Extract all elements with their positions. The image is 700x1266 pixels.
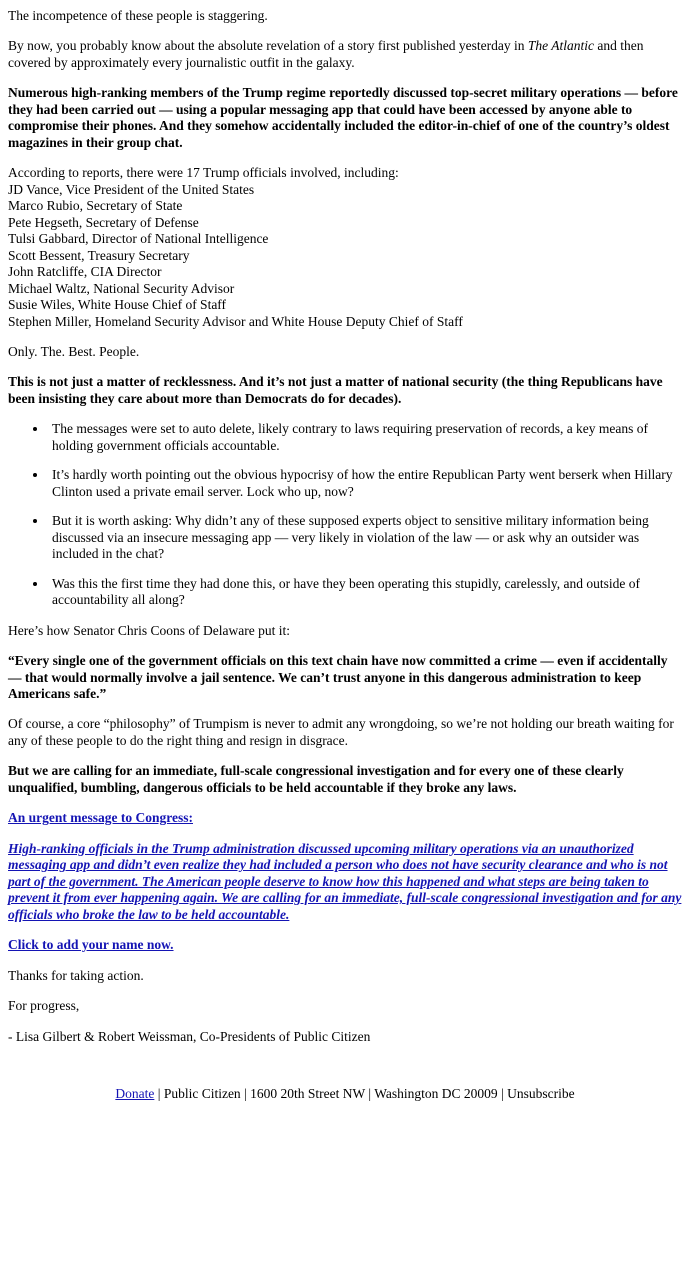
signature-line: - Lisa Gilbert & Robert Weissman, Co-Presidents of Public Citizen xyxy=(8,1028,371,1044)
official-list-item: Tulsi Gabbard, Director of National Intelligence xyxy=(8,231,269,247)
argument-bullet-list xyxy=(8,421,682,608)
footer-separator: | xyxy=(365,1086,375,1102)
intro-paragraph-pre: By now, you probably know about the absolute revelation of a story first published yesterday in xyxy=(8,38,528,54)
email-footer xyxy=(8,1086,682,1102)
footer-separator: | xyxy=(497,1086,508,1102)
thanks-line: Thanks for taking action. xyxy=(8,967,144,983)
footer-city-state-zip: Washington DC 20009 xyxy=(374,1086,498,1102)
intro-paragraph xyxy=(8,38,682,71)
official-list-item: Pete Hegseth, Secretary of Defense xyxy=(8,214,199,230)
unsubscribe-link[interactable]: Unsubscribe xyxy=(507,1086,575,1102)
official-list-item: Stephen Miller, Homeland Security Advisor and White House Deputy Chief of Staff xyxy=(8,313,463,329)
official-list-item: Michael Waltz, National Security Advisor xyxy=(8,280,235,296)
footer-org-name: Public Citizen xyxy=(163,1086,241,1102)
lede-bold-paragraph: Numerous high-ranking members of the Trump regime reportedly discussed top-secret military operations — before they had been carried out — using a popular messaging app that could have been accessed by anyone able to compromise their phones. And they somehow accidentally included the editor-in-chief of one of the country’s oldest magazines in their group chat. xyxy=(8,85,678,150)
petition-body xyxy=(8,841,682,923)
petition-heading-link[interactable]: An urgent message to Congress: xyxy=(8,810,193,826)
donate-link[interactable]: Donate xyxy=(115,1086,155,1102)
bullet-item: • It’s hardly worth pointing out the obvious hypocrisy of how the entire Republican Party went berserk when Hillary Clinton used a private email server. Lock who up, now? xyxy=(48,467,682,500)
officials-intro: According to reports, there were 17 Trump officials involved, including: xyxy=(8,165,399,181)
bullet-item: • Was this the first time they had done this, or have they been operating this stupidly, carelessly, and outside of accountability all along? xyxy=(48,576,682,609)
for-progress-line: For progress, xyxy=(8,998,80,1014)
officials-block xyxy=(8,165,682,330)
coons-intro: Here’s how Senator Chris Coons of Delaware put it: xyxy=(8,622,290,638)
official-list-item: Marco Rubio, Secretary of State xyxy=(8,198,183,214)
publication-name: The Atlantic xyxy=(527,38,595,54)
intro-line: The incompetence of these people is staggering. xyxy=(8,8,268,23)
add-your-name-link[interactable]: Click to add your name now. xyxy=(8,937,174,953)
thesis-bold-paragraph: This is not just a matter of recklessness. And it’s not just a matter of national security (the thing Republicans have been insisting they care about more than Democrats do for decades). xyxy=(8,374,663,406)
quip-line: Only. The. Best. People. xyxy=(8,343,140,359)
closing-paragraph: Of course, a core “philosophy” of Trumpism is never to admit any wrongdoing, so we’re not holding our breath waiting for any of these people to do the right thing and resign in disgrace. xyxy=(8,716,674,748)
official-list-item: JD Vance, Vice President of the United States xyxy=(8,181,255,197)
petition-heading xyxy=(8,810,682,826)
petition-cta xyxy=(8,937,682,953)
footer-separator: | xyxy=(154,1086,164,1102)
official-list-item: Scott Bessent, Treasury Secretary xyxy=(8,247,190,263)
footer-address: 1600 20th Street NW xyxy=(250,1086,366,1102)
petition-body-link[interactable]: High-ranking officials in the Trump administration discussed upcoming military operations via an unauthorized messaging app and didn’t even realize they had included a person who does not have security clearance and who is not part of the government. The American people deserve to know how this happened and what steps are being taken to prevent it from ever happening again. We are calling for an immediate, full-scale congressional investigation and for any officials who broke the law to be held accountable. xyxy=(8,840,682,922)
official-list-item: Susie Wiles, White House Chief of Staff xyxy=(8,297,227,313)
footer-separator: | xyxy=(240,1086,251,1102)
call-to-action-bold-paragraph: But we are calling for an immediate, full-scale congressional investigation and for every one of these clearly unqualified, bumbling, dangerous officials to be held accountable if they broke any laws. xyxy=(8,763,624,795)
intro-paragraph-post: and then covered by approximately every journalistic outfit in the galaxy. xyxy=(8,38,644,70)
bullet-item: • The messages were set to auto delete, likely contrary to laws requiring preservation of records, a key means of holding government officials accountable. xyxy=(48,421,682,454)
coons-quote: “Every single one of the government officials on this text chain have now committed a crime — even if accidentally — that would normally involve a jail sentence. We can’t trust anyone in this dangerous administration to keep Americans safe.” xyxy=(8,653,668,701)
official-list-item: John Ratcliffe, CIA Director xyxy=(8,264,162,280)
bullet-item: • But it is worth asking: Why didn’t any of these supposed experts object to sensitive military information being discussed via an insecure messaging app — very likely in violation of the law — or ask why an outsider was included in the chat? xyxy=(48,513,682,562)
